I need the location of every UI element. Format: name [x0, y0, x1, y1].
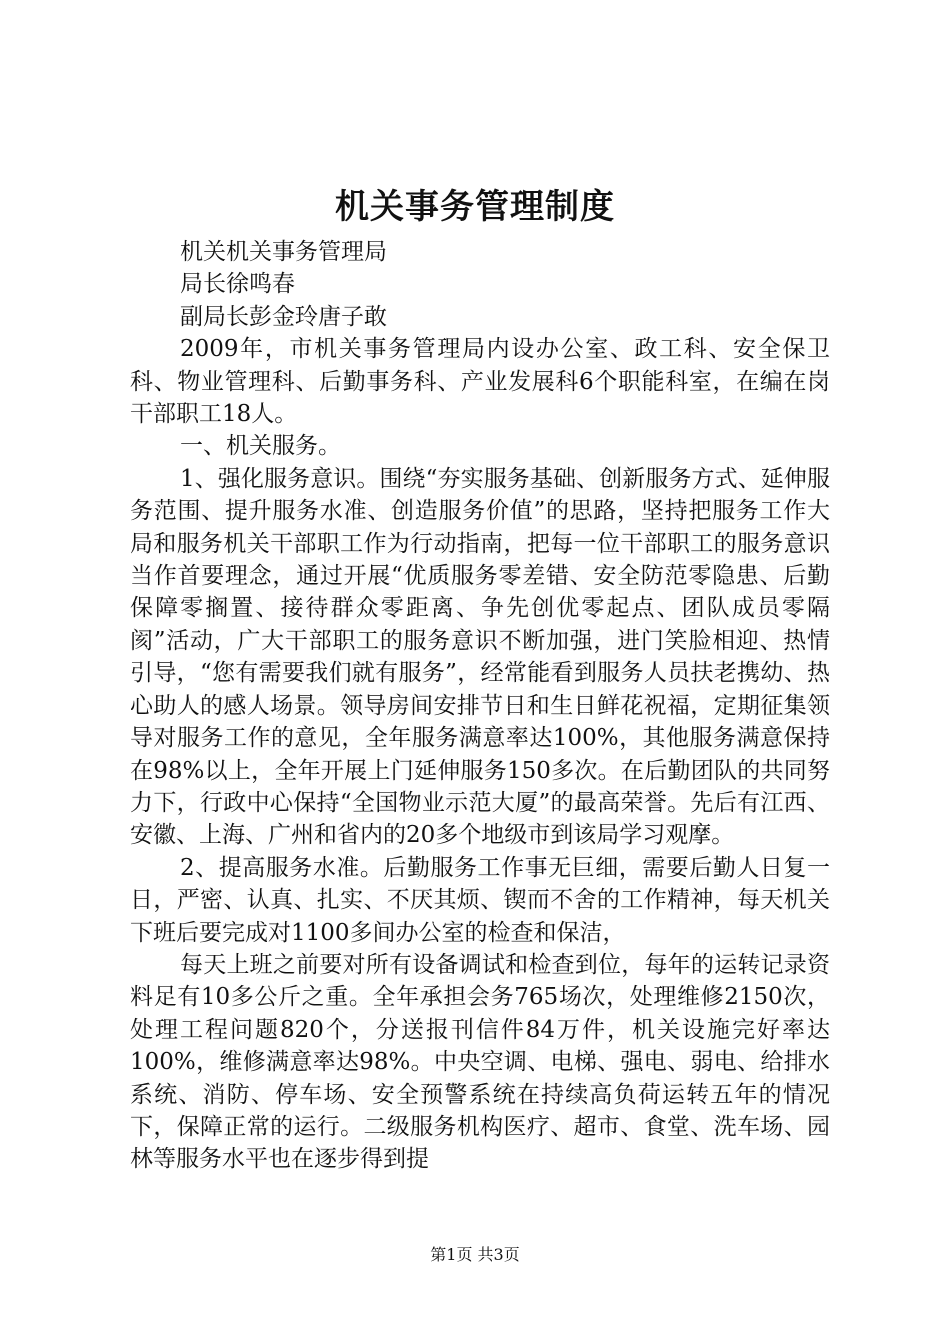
paragraph-deputy-directors: 副局长彭金玲唐子敢 — [180, 303, 387, 330]
paragraph-service-standard: 2、提高服务水准。后勤服务工作事无巨细，需要后勤人日复一日，严密、认真、扎实、不厌其烦、锲而不舍的工作精神，每天机关下班后要完成对1100多间办公室的检查和保洁， — [130, 854, 830, 946]
page-number-footer: 第1页 共3页 — [430, 1245, 520, 1264]
paragraph-daily-work: 每天上班之前要对所有设备调试和检查到位，每年的运转记录资料足有10多公斤之重。全年承担会务765场次，处理维修2150次，处理工程问题820个，分送报刊信件84万件，机关设施完好率达100%，维修满意率达98%。中央空调、电梯、强电、弱电、给排水系统、消防、停车场、安全预警系统在持续高负荷运转五年的情况下，保障正常的运行。二级服务机构医疗、超市、食堂、洗车场、园林等服务水平也在逐步得到提 — [130, 951, 830, 1173]
section-heading-services: 一、机关服务。 — [180, 433, 341, 460]
paragraph-service-awareness: 1、强化服务意识。围绕“夯实服务基础、创新服务方式、延伸服务范围、提升服务水准、创造服务价值”的思路，坚持把服务工作大局和服务机关干部职工作为行动指南，把每一位干部职工的服务意识当作首要理念，通过开展“优质服务零差错、安全防范零隐患、后勤保障零搁置、接待群众零距离、争先创优零起点、团队成员零隔阂”活动，广大干部职工的服务意识不断加强，进门笑脸相迎、热情引导，“您有需要我们就有服务”，经常能看到服务人员扶老携幼、热心助人的感人场景。领导房间安排节日和生日鲜花祝福，定期征集领导对服务工作的意见，全年服务满意率达100%，其他服务满意保持在98%以上，全年开展上门延伸服务150多次。在后勤团队的共同努力下，行政中心保持“全国物业示范大厦”的最高荣誉。先后有江西、安徽、上海、广州和省内的20多个地级市到该局学习观摩。 — [130, 465, 830, 849]
paragraph-bureau-name: 机关机关事务管理局 — [180, 239, 387, 265]
document-title: 机关事务管理制度 — [335, 187, 615, 227]
paragraph-director: 局长徐鸣春 — [180, 271, 295, 298]
paragraph-overview: 2009年，市机关事务管理局内设办公室、政工科、安全保卫科、物业管理科、后勤事务科、产业发展科6个职能科室，在编在岗干部职工18人。 — [130, 336, 830, 428]
document-body — [130, 236, 830, 1176]
